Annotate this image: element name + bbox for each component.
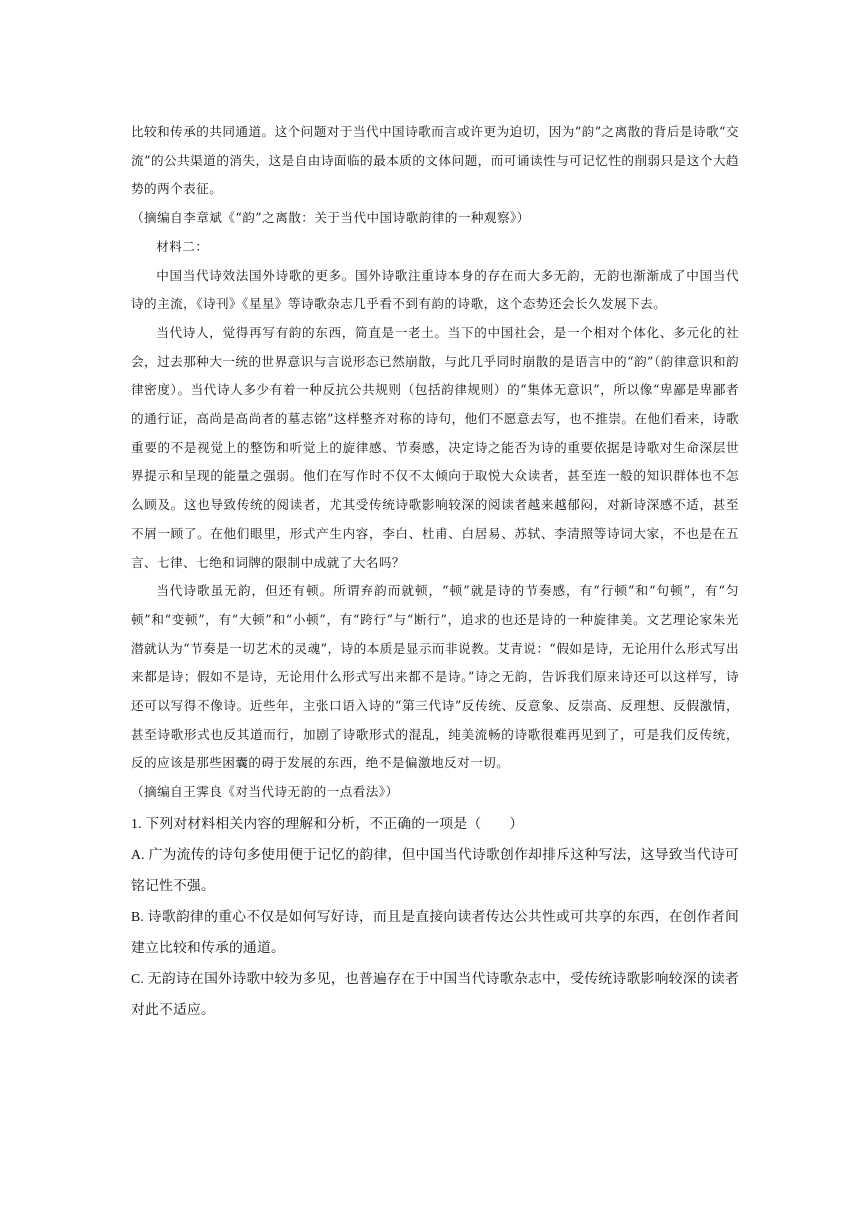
option-b: B. 诗歌韵律的重心不仅是如何写好诗，而且是直接向读者传达公共性或可共享的东西，在创作者间建立比较和传承的通道。 (131, 908, 739, 955)
source-citation-2: （摘编自王霁良《对当代诗无韵的一点看法》） (131, 784, 399, 800)
material2-paragraph-1: 中国当代诗效法国外诗歌的更多。国外诗歌注重诗本身的存在而大多无韵，无韵也渐渐成了中国当代诗的主流，《诗刊》《星星》等诗歌杂志几乎看不到有韵的诗歌，这个态势还会长久发展下去。 (131, 267, 739, 312)
option-a: A. 广为流传的诗句多使用便于记忆的韵律，但中国当代诗歌创作却排斥这种写法，这导致当代诗可铭记性不强。 (131, 846, 739, 893)
option-c: C. 无韵诗在国外诗歌中较为多见，也普遍存在于中国当代诗歌杂志中，受传统诗歌影响较深的读者对此不适应。 (131, 970, 739, 1017)
material2-paragraph-3: 当代诗歌虽无韵，但还有顿。所谓弃韵而就顿，“顿”就是诗的节奏感，有“行顿”和“句顿”，有“匀顿”和“变顿”，有“大顿”和“小顿”，有“跨行”与“断行”，追求的也还是诗的一种旋律美。文艺理论家朱光潜就认为“节奏是一切艺术的灵魂”，诗的本质是显示而非说教。艾青说：“假如是诗，无论用什么形式写出来都是诗；假如不是诗，无论用什么形式写出来都不是诗。”诗之无韵，告诉我们原来诗还可以这样写，诗还可以写得不像诗。近些年，主张口语入诗的“第三代诗”反传统、反意象、反崇高、反理想、反假激情，甚至诗歌形式也反其道而行，加剧了诗歌形式的混乱，纯美流畅的诗歌很难再见到了，可是我们反传统，反的应该是那些困囊的碍于发展的东西，绝不是偏激地反对一切。 (131, 583, 739, 771)
material2-paragraph-2: 当代诗人，觉得再写有韵的东西，简直是一老土。当下的中国社会，是一个相对个体化、多元化的社会，过去那种大一统的世界意识与言说形态已然崩散，与此几乎同时崩散的是语言中的“韵”（韵律意识和韵律密度）。当代诗人多少有着一种反抗公共规则（包括韵律规则）的“集体无意识”，所以像“卑鄙是卑鄙者的通行证，高尚是高尚者的墓志铭”这样整齐对称的诗句，他们不愿意去写，也不推崇。在他们看来，诗歌重要的不是视觉上的整饬和听觉上的旋律感、节奏感，决定诗之能否为诗的重要依据是诗歌对生命深层世界提示和呈现的能量之强弱。他们在写作时不仅不太倾向于取悦大众读者，甚至连一般的知识群体也不怎么顾及。这也导致传统的阅读者，尤其受传统诗歌影响较深的阅读者越来越郁闷，对新诗深感不适，甚至不屑一顾了。在他们眼里，形式产生内容，李白、杜甫、白居易、苏轼、李清照等诗词大家，不也是在五言、七律、七绝和词牌的限制中成就了大名吗？ (131, 324, 739, 570)
material2-label: 材料二： (156, 238, 209, 254)
material1-tail-paragraph: 比较和传承的共同通道。这个问题对于当代中国诗歌而言或许更为迫切，因为“韵”之离散的背后是诗歌“交流”的公共渠道的消失，这是自由诗面临的最本质的文体问题，而可诵读性与可记忆性的削弱只是这个大趋势的两个表征。 (131, 124, 739, 197)
source-citation-1: （摘编自李章斌《“韵”之离散：关于当代中国诗歌韵律的一种观察》） (131, 210, 530, 226)
question-stem: 1. 下列对材料相关内容的理解和分析，不正确的一项是（ ） (131, 815, 524, 831)
